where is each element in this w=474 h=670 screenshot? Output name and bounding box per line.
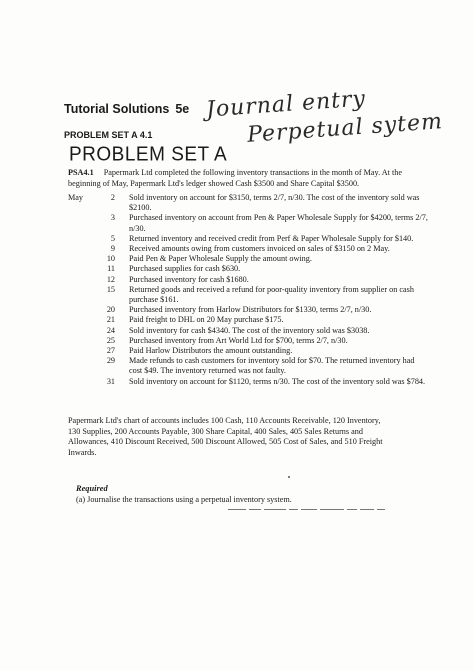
transaction-row: [68, 326, 428, 336]
txn-text: Paid Harlow Distributors the amount outstanding.: [129, 346, 293, 356]
txn-month: [68, 356, 103, 376]
required-item-a: (a) Journalise the transactions using a perpetual inventory system.: [76, 495, 292, 504]
txn-month: [68, 315, 103, 325]
txn-month: May: [68, 193, 84, 202]
txn-text: Sold inventory on account for $3150, terms 2/7, n/30. The cost of the inventory sold was $2100.: [129, 193, 420, 213]
txn-text: Paid Pen & Paper Wholesale Supply the amount owing.: [129, 254, 312, 264]
txn-day: 12: [106, 274, 115, 284]
txn-month: [68, 285, 103, 305]
txn-month: [68, 326, 103, 336]
transaction-row: [68, 275, 428, 285]
txn-text: Received amounts owing from customers invoiced on sales of $3150 on 2 May.: [129, 244, 390, 254]
txn-text: Purchased inventory from Art World Ltd for $700, terms 2/7, n/30.: [129, 335, 348, 345]
txn-day: 29: [106, 356, 115, 366]
txn-day: 2: [110, 193, 115, 202]
handwritten-note-line2: Perpetual sytem: [246, 109, 444, 148]
problem-intro-text: Papermark Ltd completed the following inventory transactions in the month of May. At the beginning of May, Papermark Ltd's ledger showed Cash $3500 and Share Capital $3500.: [68, 168, 402, 188]
transaction-row: [68, 193, 428, 213]
txn-month: [68, 244, 103, 254]
transaction-row: [68, 285, 428, 305]
problem-set-title: PROBLEM SET A: [69, 143, 228, 166]
chart-of-accounts: Papermark Ltd's chart of accounts includes 100 Cash, 110 Accounts Receivable, 120 Inventory, 130 Supplies, 200 Accounts Payable, 300 Share Capital, 400 Sales, 405 Sales Returns and Allowances, 410 Discount Received, 500 Discount Allowed, 505 Cost of Sales, and 510 Freight Inwards.: [68, 416, 383, 457]
txn-day: 21: [106, 315, 115, 325]
transaction-row: [68, 234, 428, 244]
transaction-row: [68, 264, 428, 274]
txn-day: 20: [106, 305, 115, 315]
edition-label: 5e: [175, 102, 190, 116]
transaction-row: [68, 377, 428, 387]
txn-text: Purchased inventory on account from Pen & Paper Wholesale Supply for $4200, terms 2/7, n/30.: [129, 213, 428, 233]
txn-month: [68, 377, 103, 387]
txn-day: 15: [106, 284, 115, 294]
txn-text: Returned goods and received a refund for poor-quality inventory from supplier on cash purchase $161.: [129, 284, 414, 305]
txn-day: 3: [110, 213, 115, 223]
txn-day: 9: [110, 244, 115, 254]
txn-month: [68, 213, 103, 233]
txn-month: [68, 305, 103, 315]
txn-text: Purchased inventory from Harlow Distributors for $1330, terms 2/7, n/30.: [129, 305, 372, 315]
transactions-list: [68, 193, 428, 387]
txn-day: 5: [110, 233, 115, 243]
txn-month: [68, 264, 103, 274]
txn-day: 10: [106, 254, 115, 264]
problem-set-code: PROBLEM SET A 4.1: [64, 130, 153, 140]
transaction-row: [68, 346, 428, 356]
cut-off-text-line: [228, 509, 388, 513]
txn-text: Purchased inventory for cash $1680.: [129, 274, 249, 284]
txn-month: [68, 254, 103, 264]
transaction-row: [68, 213, 428, 233]
txn-text: Sold inventory on account for $1120, terms n/30. The cost of the inventory sold was $784.: [129, 376, 426, 386]
transaction-row: [68, 305, 428, 315]
txn-day: 25: [106, 335, 115, 345]
txn-day: 24: [106, 325, 115, 335]
txn-text: Sold inventory for cash $4340. The cost of the inventory sold was $3038.: [129, 325, 370, 335]
transaction-row: [68, 336, 428, 346]
transaction-row: [68, 315, 428, 325]
transaction-row: [68, 244, 428, 254]
tutorial-title-text: Tutorial Solutions: [64, 102, 170, 116]
txn-text: Returned inventory and received credit from Perf & Paper Wholesale Supply for $140.: [129, 233, 414, 243]
txn-month: [68, 234, 103, 244]
handwritten-note-line1: Journal entry: [205, 86, 367, 123]
txn-month: [68, 336, 103, 346]
txn-text: Made refunds to cash customers for inventory sold for $70. The returned inventory had cost $49. The inventory returned was not faulty.: [129, 356, 415, 376]
txn-month: [68, 346, 103, 356]
txn-day: 11: [107, 264, 115, 274]
problem-code: PSA4.1: [68, 168, 94, 177]
transaction-row: [68, 356, 428, 376]
txn-day: 31: [106, 376, 115, 386]
speck-mark: [288, 476, 290, 478]
transaction-row: [68, 254, 428, 264]
tutorial-title: [64, 102, 189, 116]
txn-text: Paid freight to DHL on 20 May purchase $175.: [129, 315, 284, 325]
txn-day: 27: [106, 346, 115, 356]
txn-month: [68, 275, 103, 285]
txn-text: Purchased supplies for cash $630.: [129, 264, 241, 274]
required-heading: Required: [76, 484, 108, 493]
problem-intro: [68, 168, 418, 189]
